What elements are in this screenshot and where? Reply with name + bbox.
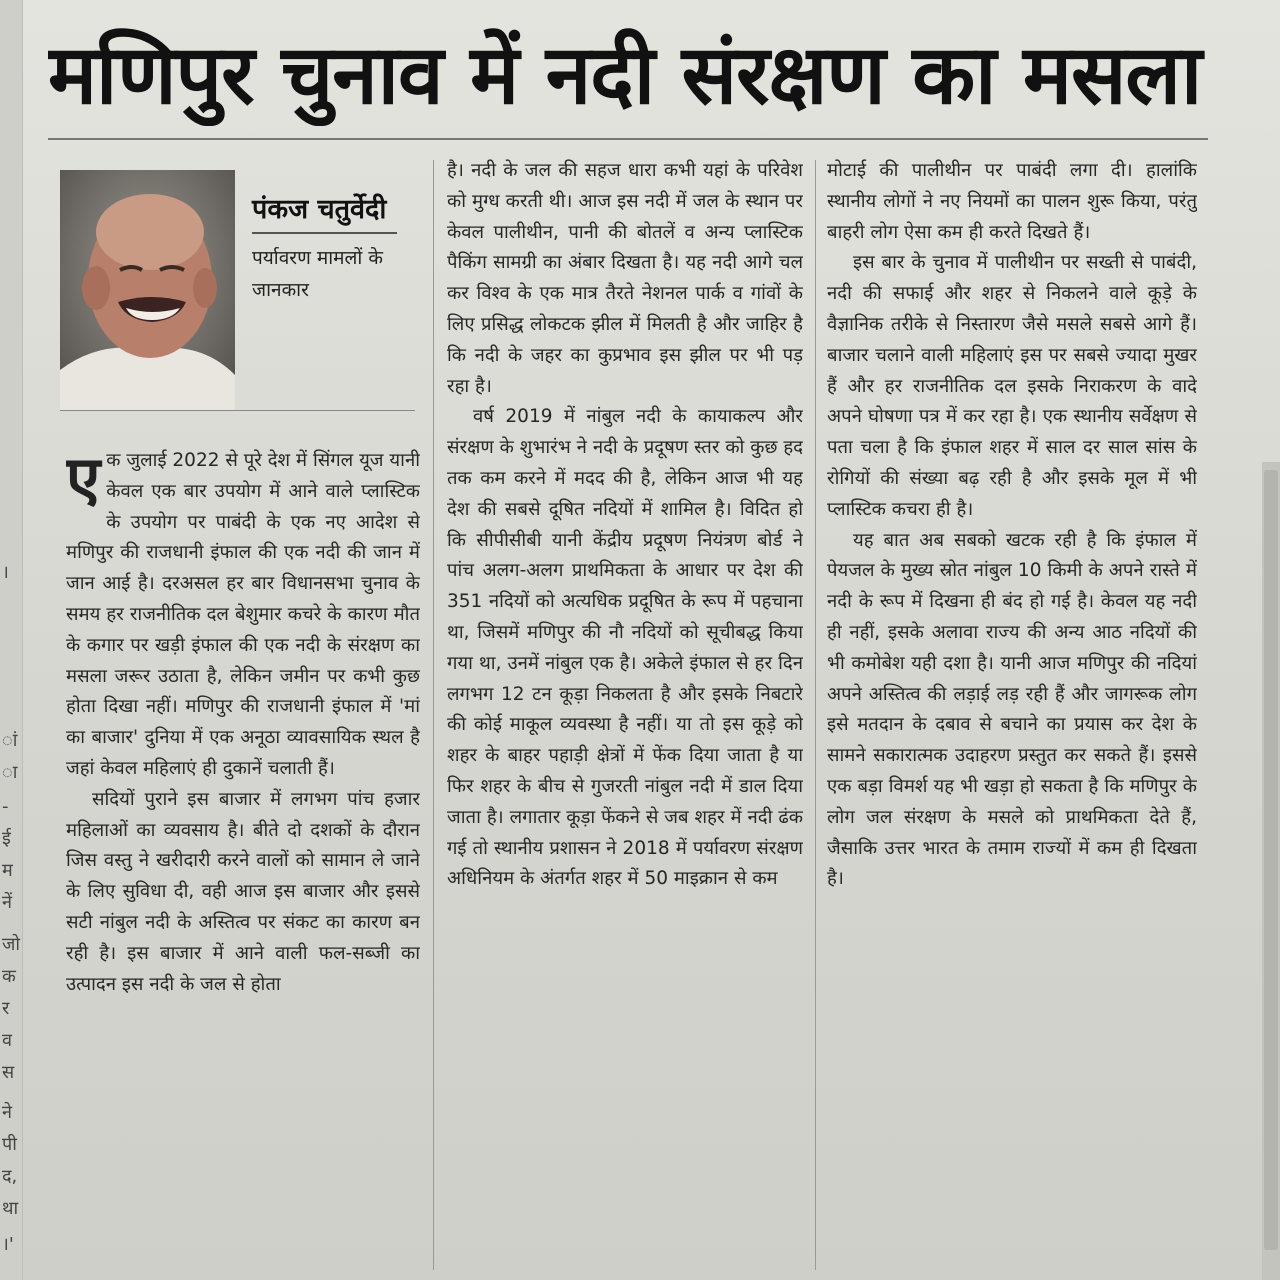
author-role: पर्यावरण मामलों के जानकार — [252, 247, 383, 301]
paragraph: मोटाई की पालीथीन पर पाबंदी लगा दी। हालांकि स्थानीय लोगों ने नए नियमों का पालन शुरू किया, परंतु बाहरी लोग ऐसा कम ही करते दिखते हैं। — [827, 160, 1197, 243]
column-2 — [447, 156, 803, 1266]
author-name: पंकज चतुर्वेदी — [252, 194, 387, 225]
author-portrait-illustration — [60, 170, 235, 410]
column-1 — [66, 446, 420, 1266]
paragraph-text: क जुलाई 2022 से पूरे देश में सिंगल यूज यानी केवल एक बार उपयोग में आने वाले प्लास्टिक के उपयोग पर पाबंदी के एक नए आदेश से मणिपुर की राजधानी इंफाल की एक नदी की जान में जान आई है। दरअसल हर बार विधानसभा चुनाव के समय हर राजनीतिक दल बेशुमार कचरे के कारण मौत के कगार पर खड़ी इंफाल की एक नदी के संरक्षण का मसला जरूर उठाता है, लेकिन जमीन पर कभी कुछ होता दिखा नहीं। मणिपुर की राजधानी इंफाल में 'मां का बाजार' दुनिया में एक अनूठा व्यावसायिक स्थल है जहां केवल महिलाएं ही दुकानें चलाती हैं। — [66, 450, 420, 779]
author-photo — [60, 170, 235, 410]
edge-fragment: ां — [2, 730, 18, 751]
paragraph: है। नदी के जल की सहज धारा कभी यहां के परिवेश को मुग्ध करती थी। आज इस नदी में जल के स्थान पर केवल पालीथीन, पानी की बोतलें व अन्य प्लास्टिक पैकिंग सामग्री का अंबार दिखता है। यह नदी आगे चल कर विश्व के एक मात्र तैरते नेशनल पार्क व गांवों के लिए प्रसिद्ध लोकटक झील में मिलती है और जाहिर है कि नदी के जहर का कुप्रभाव इस झील पर भी पड़ रहा है। — [447, 160, 803, 397]
paragraph: वर्ष 2019 में नांबुल नदी के कायाकल्प और संरक्षण के शुभारंभ ने नदी के प्रदूषण स्तर को कुछ हद तक कम करने में मदद की है, लेकिन आज भी यह देश की सबसे दूषित नदियों में शामिल है। विदित हो कि सीपीसीबी यानी केंद्रीय प्रदूषण नियंत्रण बोर्ड ने पांच अलग-अलग प्राथमिकता के आधार पर देश की 351 नदियों को अत्यधिक प्रदूषित के रूप में पहचाना था, जिसमें मणिपुर की नौ नदियों को सूचीबद्ध किया गया था, उनमें नांबुल एक है। अकेले इंफाल से हर दिन लगभग 12 टन कूड़ा निकलता है और इसके निबटारे की कोई माकूल व्यवस्था है नहीं। या तो इस कूड़े को शहर के बाहर पहाड़ी क्षेत्रों में फेंक दिया जाता है या फिर शहर के बीच से गुजरती नांबुल नदी में डाल दिया जाता है। लगातार कूड़ा फेंकने से जब शहर में नदी ढंक गई तो स्थानीय प्रशासन ने 2018 में पर्यावरण संरक्षण अधिनियम के अंतर्गत शहर में 50 माइक्रान से कम — [447, 406, 803, 890]
edge-fragment: म — [2, 860, 13, 881]
edge-fragment: र — [2, 998, 10, 1019]
headline-rule — [48, 138, 1208, 140]
edge-fragment: द, — [2, 1166, 18, 1187]
edge-fragment: क — [2, 966, 16, 987]
paragraph: सदियों पुराने इस बाजार में लगभग पांच हजार महिलाओं का व्यवसाय है। बीते दो दशकों के दौरान जिस वस्तु ने खरीदारी करने वालों को सामान ले जाने के लिए सुविधा दी, वही आज इस बाजार और इससे सटी नांबुल नदी के अस्तित्व पर संकट का कारण बन रही है। इस बाजार में आने वाली फल-सब्जी का उत्पादन इस नदी के जल से होता — [66, 788, 420, 995]
paragraph: यह बात अब सबको खटक रही है कि इंफाल में पेयजल के मुख्य स्रोत नांबुल 10 किमी के अपने रास्ते में नदी के रूप में दिखना ही बंद हो गई है। केवल यह नदी ही नहीं, इसके अलावा राज्य की अन्य आठ नदियों की भी कमोबेश यही दशा है। यानी आज मणिपुर की नदियां अपने अस्तित्व की लड़ाई लड़ रही हैं और जागरूक लोग इसे मतदान के दबाव से बचाने का प्रयास कर देश के सामने सकारात्मक उदाहरण प्रस्तुत कर सकते हैं। इससे एक बड़ा विमर्श यह भी खड़ा हो सकता है कि मणिपुर के लोग जल संरक्षण के मसले को प्राथमिकता देते हैं, जैसाकि उत्तर भारत के तमाम राज्यों में कम ही दिखता है। — [827, 529, 1197, 890]
edge-fragment: ।' — [2, 1234, 14, 1255]
edge-fragment: जो — [2, 934, 21, 955]
column-3 — [827, 156, 1197, 1266]
edge-fragment: ई — [2, 828, 11, 849]
author-box-rule — [60, 410, 415, 411]
edge-fragment: ने — [2, 1102, 12, 1123]
edge-fragment: था — [2, 1198, 19, 1219]
adjacent-article-edge — [0, 0, 23, 1280]
edge-fragment: ा — [2, 762, 18, 783]
edge-fragment: स — [2, 1062, 15, 1083]
edge-fragment: । — [2, 562, 9, 583]
column-divider — [433, 160, 434, 1270]
column-divider — [815, 160, 816, 1270]
paragraph: इस बार के चुनाव में पालीथीन पर सख्ती से पाबंदी, नदी की सफाई और शहर से निकलने वाले कूड़े के वैज्ञानिक तरीके से निस्तारण जैसे मसले सबसे आगे हैं। बाजार चलाने वाली महिलाएं इस पर सबसे ज्यादा मुखर हैं और हर राजनीतिक दल इसके निराकरण के वादे अपने घोषणा पत्र में कर रहा है। एक स्थानीय सर्वेक्षण से पता चला है कि इंफाल शहर में साल दर साल सांस के रोगियों की संख्या बढ़ रही है और इसके मूल में भी प्लास्टिक कचरा ही है। — [827, 252, 1197, 520]
dropcap: ए — [66, 446, 101, 515]
edge-fragment: - — [2, 796, 9, 817]
edge-fragment: पी — [2, 1134, 17, 1155]
edge-fragment: व — [2, 1030, 13, 1051]
scrollbar-thumb[interactable] — [1264, 470, 1278, 1250]
headline: मणिपुर चुनाव में नदी संरक्षण का मसला — [48, 28, 1202, 123]
edge-fragment: नें — [2, 892, 12, 913]
paragraph — [66, 446, 420, 785]
author-name-rule — [252, 232, 397, 234]
